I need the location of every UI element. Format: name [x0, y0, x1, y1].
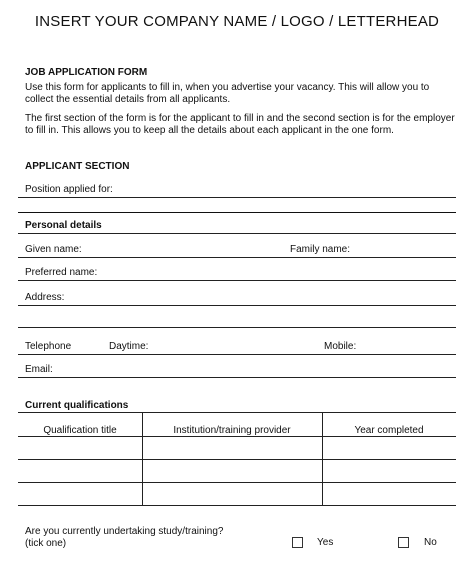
- email-label: Email:: [25, 364, 53, 375]
- table-row[interactable]: [18, 436, 456, 437]
- given-family-name-line[interactable]: [18, 257, 456, 258]
- table-column-divider: [142, 412, 143, 505]
- column-header-year-completed: Year completed: [354, 425, 424, 436]
- table-row[interactable]: [18, 459, 456, 460]
- telephone-label: Telephone: [25, 341, 72, 352]
- yes-label: Yes: [317, 537, 334, 548]
- applicant-section-heading: APPLICANT SECTION: [25, 161, 130, 172]
- preferred-name-line[interactable]: [18, 280, 456, 281]
- mobile-label: Mobile:: [324, 341, 357, 352]
- personal-details-underline: [18, 233, 456, 234]
- address-label: Address:: [25, 292, 65, 303]
- daytime-label: Daytime:: [109, 341, 149, 352]
- form-heading: JOB APPLICATION FORM: [25, 67, 148, 78]
- position-applied-label: Position applied for:: [25, 184, 113, 195]
- study-hint: (tick one): [25, 538, 67, 549]
- column-header-qualification-title: Qualification title: [43, 425, 117, 436]
- table-column-divider: [322, 412, 323, 505]
- preferred-name-label: Preferred name:: [25, 267, 98, 278]
- table-row[interactable]: [18, 482, 456, 483]
- study-question: Are you currently undertaking study/training?: [25, 526, 224, 537]
- intro-paragraph-1: Use this form for applicants to fill in, when you advertise your vacancy. This will allow you to collect the essential details from all applicants.: [25, 82, 430, 105]
- no-label: No: [424, 537, 437, 548]
- no-checkbox[interactable]: [398, 537, 409, 548]
- position-applied-line[interactable]: [18, 197, 456, 198]
- email-line[interactable]: [18, 377, 456, 378]
- intro-paragraph-2: The first section of the form is for the applicant to fill in and the second section is for the employer to fill in. This allows you to keep all the details about each applicant in the one form.: [25, 113, 455, 136]
- qualifications-table-top: [18, 412, 456, 413]
- family-name-label: Family name:: [290, 244, 351, 255]
- table-row[interactable]: [18, 505, 456, 506]
- letterhead-title: INSERT YOUR COMPANY NAME / LOGO / LETTERHEAD: [34, 13, 440, 30]
- qualifications-heading: Current qualifications: [25, 400, 129, 411]
- address-line-2[interactable]: [18, 327, 456, 328]
- column-header-institution: Institution/training provider: [173, 425, 291, 436]
- telephone-line[interactable]: [18, 354, 456, 355]
- given-name-label: Given name:: [25, 244, 82, 255]
- section-divider: [18, 212, 456, 213]
- personal-details-heading: Personal details: [25, 220, 102, 231]
- yes-checkbox[interactable]: [292, 537, 303, 548]
- address-line-1[interactable]: [18, 305, 456, 306]
